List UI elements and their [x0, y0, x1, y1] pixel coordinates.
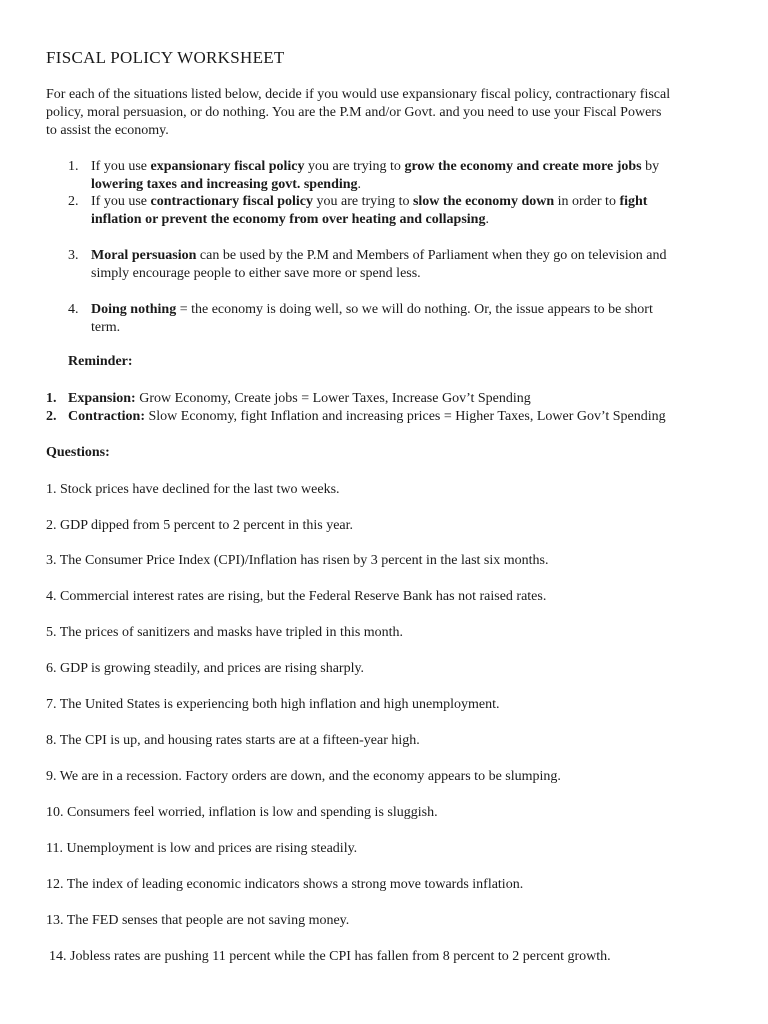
reminder-number-2: 2. [46, 409, 57, 424]
question-13: 13. The FED senses that people are not saving money. [46, 913, 350, 928]
question-5: 5. The prices of sanitizers and masks have tripled in this month. [46, 625, 404, 640]
question-11: 11. Unemployment is low and prices are rising steadily. [46, 841, 358, 856]
list-item-3-line-1 [91, 247, 666, 265]
list-item-4-line-2: term. [91, 320, 121, 335]
list-item-4-line-1 [91, 301, 653, 319]
list-number-1: 1. [68, 159, 79, 174]
question-9: 9. We are in a recession. Factory orders are down, and the economy appears to be slumping. [46, 769, 561, 784]
text: you are trying to [304, 159, 405, 174]
questions-heading: Questions: [46, 445, 110, 460]
bold-text: lowering taxes and increasing govt. spending [91, 177, 358, 192]
list-number-3: 3. [68, 248, 79, 263]
list-item-2-line-2 [91, 211, 489, 229]
text: Grow Economy, Create jobs = Lower Taxes, Increase Gov’t Spending [135, 391, 531, 406]
list-number-4: 4. [68, 302, 79, 317]
question-1: 1. Stock prices have declined for the last two weeks. [46, 482, 340, 497]
question-6: 6. GDP is growing steadily, and prices are rising sharply. [46, 661, 365, 676]
question-7: 7. The United States is experiencing both high inflation and high unemployment. [46, 697, 500, 712]
bold-text: contractionary fiscal policy [150, 194, 314, 209]
text: If you use [91, 194, 151, 209]
question-3: 3. The Consumer Price Index (CPI)/Inflation has risen by 3 percent in the last six months. [46, 553, 549, 568]
bold-text: fight [619, 194, 648, 209]
question-12: 12. The index of leading economic indicators shows a strong move towards inflation. [46, 877, 524, 892]
reminder-heading: Reminder: [68, 354, 133, 369]
text: by [641, 159, 660, 174]
bold-text: Doing nothing [91, 302, 177, 317]
intro-line-1: For each of the situations listed below, decide if you would use expansionary fiscal policy, contractionary fiscal [46, 87, 671, 102]
list-item-1-line-2 [91, 176, 361, 194]
list-item-1-line-1 [91, 158, 659, 176]
reminder-number-1: 1. [46, 391, 57, 406]
bold-text: Moral persuasion [91, 248, 197, 263]
intro-line-2: policy, moral persuasion, or do nothing. You are the P.M and/or Govt. and you need to use your Fiscal Powers [46, 105, 662, 120]
bold-text: slow the economy down [412, 194, 555, 209]
bold-text: expansionary fiscal policy [150, 159, 305, 174]
text: in order to [554, 194, 620, 209]
text: can be used by the P.M and Members of Parliament when they go on television and [196, 248, 667, 263]
text: . [357, 177, 362, 192]
text: . [485, 212, 489, 227]
question-4: 4. Commercial interest rates are rising, but the Federal Reserve Bank has not raised rates. [46, 589, 547, 604]
question-2: 2. GDP dipped from 5 percent to 2 percent in this year. [46, 518, 354, 533]
list-item-2-line-1 [91, 193, 647, 211]
reminder-expansion [68, 390, 531, 408]
question-10: 10. Consumers feel worried, inflation is low and spending is sluggish. [46, 805, 438, 820]
intro-line-3: to assist the economy. [46, 123, 169, 138]
text: you are trying to [313, 194, 413, 209]
page-title: FISCAL POLICY WORKSHEET [46, 48, 285, 67]
bold-text: Expansion: [68, 391, 136, 406]
text: If you use [91, 159, 151, 174]
reminder-contraction [68, 408, 666, 426]
bold-text: Contraction: [68, 409, 145, 424]
list-number-2: 2. [68, 194, 79, 209]
text: = the economy is doing well, so we will do nothing. Or, the issue appears to be short [176, 302, 653, 317]
question-14: 14. Jobless rates are pushing 11 percent while the CPI has fallen from 8 percent to 2 percent growth. [49, 949, 611, 964]
question-8: 8. The CPI is up, and housing rates starts are at a fifteen-year high. [46, 733, 420, 748]
list-item-3-line-2: simply encourage people to either save more or spend less. [91, 266, 421, 281]
text: Slow Economy, fight Inflation and increasing prices = Higher Taxes, Lower Gov’t Spending [145, 409, 666, 424]
bold-text: grow the economy and create more jobs [404, 159, 642, 174]
bold-text: inflation or prevent the economy from over heating and collapsing [91, 212, 486, 227]
